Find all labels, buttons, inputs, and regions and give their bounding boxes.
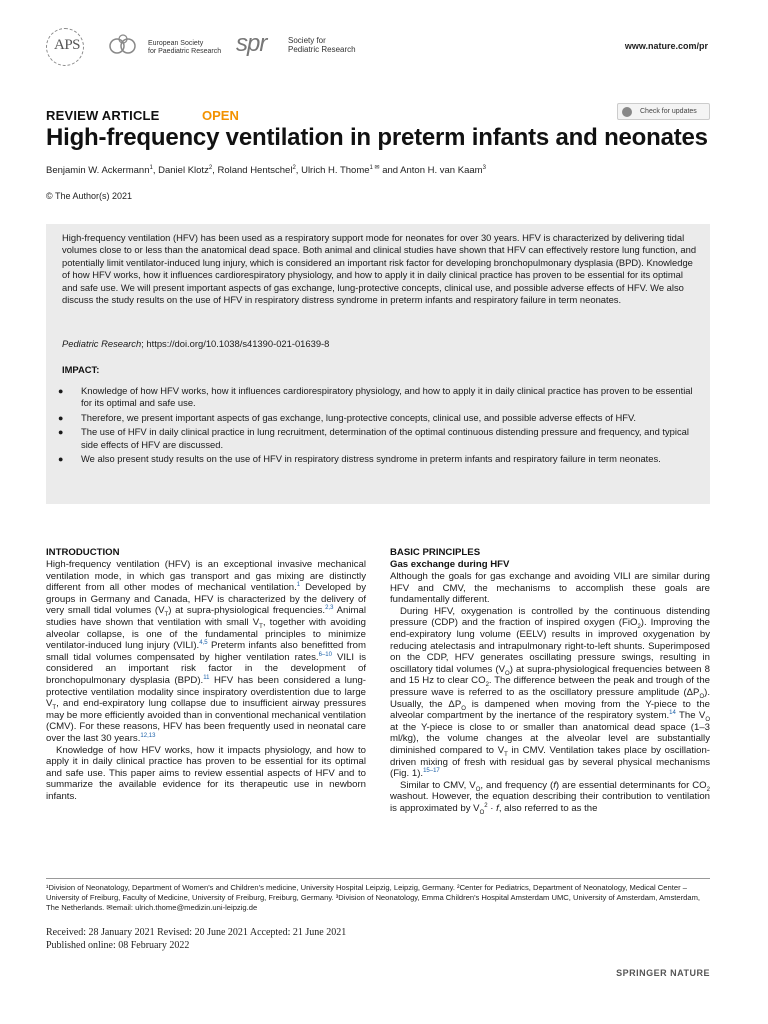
- impact-item: [54, 385, 704, 410]
- text-run: is dampened when moving from the Y-piece to the alveolar compartment by the inertance of the respiratory system.: [390, 698, 710, 722]
- text-run: ) at supra-physiological frequencies between 8 and 15 Hz to clear CO: [390, 663, 710, 687]
- text-run: ·: [487, 802, 497, 814]
- text-run: , and frequency (: [480, 779, 554, 791]
- spr-line-2: Pediatric Research: [288, 45, 356, 54]
- subscript: 2: [485, 682, 489, 689]
- abstract-text: High-frequency ventilation (HFV) has been used as a respiratory support mode for neonates for over 30 years. HFV is characterized by delivering tidal volumes close to or less than the anatomical dead space. Both animal and clinical studies have shown that HFV can effectively restore lung function, and potentially limit ventilator-induced lung injury, which is considered an important risk factor for developing bronchopulmonary dysplasia (BPD). Knowledge of how HFV works, how it influences cardiorespiratory physiology, and how to apply it in daily clinical practice has proven to be essential for its optimal and safe use. We will present important aspects of gas exchange, lung-protective concepts, clinical use, and possible adverse effects of HFV. We also discuss the study results on the use of HFV in respiratory distress syndrome in preterm infants and respiratory failure in term neonates.: [62, 232, 697, 306]
- text-run: , together with avoiding alveolar collapse, is one of the fundamental principles to minimize ventilator-induced lung injury (VILI).: [46, 616, 366, 652]
- text-run: HFV has been considered a lung-protective ventilation modality since inspiratory overdistention due to large V: [46, 674, 366, 710]
- text-run: . The difference between the peak and trough of the pressure wave is referred to as the oscillatory pressure amplitude (ΔP: [390, 675, 710, 698]
- impact-item: [54, 453, 704, 465]
- text-run: ) are essential determinants for CO: [555, 779, 707, 791]
- text-run: ). Improving the end-expiratory lung volume (EELV) results in improved oxygenation by reducing atelectasis and intrapulmonary right-to-left shunts. Superimposed on the CDP, HFV generates oscillating pressure swings, resulting in oscillatory tidal volumes (V: [390, 617, 710, 675]
- journal-name: Pediatric Research: [62, 338, 142, 349]
- reference-link[interactable]: 11: [203, 674, 210, 681]
- text-run: at the Y-piece is close to or smaller than anatomical dead space (1–3 ml/kg), the volume changes at the alveolar level are substantially diminished compared to V: [390, 721, 710, 756]
- espr-line-1: European Society: [148, 40, 204, 47]
- text-run: Developed by groups in Germany and Canada, HFV is characterized by the delivery of very small tidal volumes (V: [46, 582, 366, 617]
- author-affiliation-sup: 2: [208, 165, 213, 171]
- superscript: 2: [484, 802, 488, 809]
- open-access-badge: OPEN: [202, 108, 239, 123]
- text-run: in CMV. Ventilation takes place by oscillation-driven mixing of fresh with residual gas by several physical mechanisms (Fig. 1).: [390, 744, 710, 780]
- espr-line-2: for Paediatric Research: [148, 48, 222, 55]
- spr-logo-text: [288, 36, 356, 54]
- section-heading-basic-principles: BASIC PRINCIPLES: [390, 547, 481, 558]
- section-heading-introduction: INTRODUCTION: [46, 547, 120, 558]
- text-run: , and end-expiratory lung collapse due to insufficient airway pressures may be more efficiently avoided than in conventional mechanical ventilation (CMV). For these reasons, HFV has been frequently used in neonatal care over the last 30 years.: [46, 698, 366, 744]
- subscript: O: [461, 705, 466, 712]
- aps-logo: [46, 26, 92, 68]
- impact-item: [54, 412, 704, 424]
- impact-heading: IMPACT:: [62, 364, 100, 375]
- text-run: Animal studies have shown that ventilation with small V: [46, 605, 366, 628]
- subscript: 2: [637, 624, 641, 631]
- spr-logo: [236, 30, 396, 64]
- article-dates: [46, 926, 346, 952]
- subsection-heading-gas-exchange: Gas exchange during HFV: [390, 559, 510, 570]
- aps-logo-text: APS: [54, 37, 81, 53]
- reference-link[interactable]: 6–10: [318, 651, 332, 658]
- intro-paragraph-2: Knowledge of how HFV works, how it impacts physiology, and how to apply it in daily clinical practice has proven to be essential for its optimal and safe use. This paper aims to review essential aspects of HFV and to summarize the available evidence for its therapeutic use in newborn infants.: [46, 744, 366, 802]
- reference-link[interactable]: 1: [296, 582, 301, 588]
- doi-link[interactable]: ; https://doi.org/10.1038/s41390-021-01639-8: [141, 338, 330, 349]
- text-run: The V: [675, 710, 706, 722]
- author-separator: ,: [295, 165, 302, 176]
- text-run: Preterm infants also benefitted from small tidal volumes compensated by higher ventilation rates.: [46, 640, 366, 663]
- author-name[interactable]: Daniel Klotz: [158, 165, 209, 176]
- subscript: O: [479, 809, 485, 816]
- text-run: washout. However, the equation describing their contribution to ventilation is approximated by V: [390, 791, 710, 814]
- reference-link[interactable]: 2,3: [325, 605, 334, 612]
- author-name[interactable]: Roland Hentschel: [217, 165, 293, 176]
- basics-paragraph-3: [390, 780, 710, 815]
- text-run: High-frequency ventilation (HFV) is an exceptional invasive mechanical ventilation mode, in which gas transport and gas mixing are distinctly different from all other modes of mechanical ventilation.: [46, 559, 366, 594]
- check-for-updates-button[interactable]: [617, 103, 710, 120]
- received-revised-accepted-dates: Received: 28 January 2021 Revised: 20 June 2021 Accepted: 21 June 2021: [46, 927, 347, 938]
- author-name[interactable]: Anton H. van Kaam: [400, 165, 483, 176]
- subscript: T: [52, 705, 57, 712]
- impact-item-text: The use of HFV in daily clinical practice in lung recruitment, determination of the optimal continuous distending pressure and frequency, and typical side effects of HFV are discussed.: [81, 426, 689, 450]
- publisher-logo: SPRINGER NATURE: [616, 968, 710, 978]
- subscript: 2: [706, 786, 710, 793]
- text-run: ). Usually, the ΔP: [390, 686, 710, 710]
- text-run: ) at supra-physiological frequencies.: [168, 605, 326, 617]
- author-affiliation-sup: 1 ✉: [369, 165, 380, 171]
- bullet-icon: ●: [58, 386, 64, 396]
- subscript: O: [699, 693, 705, 700]
- text-run: VILI is considered an important risk factor in the development of bronchopulmonary dysplasia (BPD).: [46, 651, 367, 686]
- author-affiliation-sup: 2: [292, 165, 296, 171]
- left-column: [46, 547, 366, 802]
- journal-url-link[interactable]: www.nature.com/pr: [624, 41, 708, 51]
- impact-item: [54, 426, 704, 451]
- copyright-notice: © The Author(s) 2021: [46, 191, 133, 201]
- affiliations-footnote: ¹Division of Neonatology, Department of Women's and Children's medicine, University Hospital Leipzig, Leipzig, Germany. ²Center for Pediatrics, Department of Neonatology, Medical Center – University of Freiburg, Faculty of Medicine, University of Freiburg, Freiburg, Germany. ³Division of Neonatology, Emma Children's Hospital Amsterdam UMC, University of Amsterdam, Amsterdam, The Netherlands. ✉email: ulrich.thome@medizin.uni-leipzig.de: [46, 878, 710, 913]
- subscript: T: [164, 612, 169, 619]
- italic-symbol: f: [553, 779, 556, 791]
- text-run: , also referred to as the: [498, 802, 598, 814]
- author-separator: and: [379, 165, 401, 176]
- crossmark-icon: [622, 107, 632, 117]
- subscript: T: [259, 623, 263, 630]
- subscript: T: [504, 751, 508, 758]
- basics-paragraph-1: Although the goals for gas exchange and avoiding VILI are similar during HFV and CMV, the mechanisms to accomplish these goals are fundamentally different.: [390, 571, 710, 606]
- impact-list: [54, 385, 704, 467]
- spr-line-1: Society for: [288, 36, 326, 45]
- article-title: High-frequency ventilation in preterm infants and neonates: [46, 124, 708, 151]
- text-run: During HFV, oxygenation is controlled by the continuous distending pressure (CDP) and the fraction of inspired oxygen (FiO: [390, 605, 710, 629]
- reference-link[interactable]: 14: [669, 709, 676, 716]
- intro-paragraph-1: [46, 559, 366, 745]
- reference-link[interactable]: 12,13: [140, 732, 156, 739]
- impact-item-text: Therefore, we present important aspects of gas exchange, lung-protective concepts, clinical use, and possible adverse effects of HFV.: [81, 411, 636, 423]
- right-column: [390, 547, 710, 814]
- bullet-icon: ●: [58, 454, 64, 465]
- bullet-icon: ●: [58, 427, 64, 438]
- subscript: O: [475, 786, 481, 793]
- author-affiliation-sup: 1: [149, 165, 153, 171]
- author-list: [46, 165, 486, 176]
- basics-paragraph-2: [390, 606, 710, 780]
- abstract-box: [46, 224, 710, 504]
- subscript: O: [705, 717, 711, 724]
- impact-item-text: We also present study results on the use of HFV in respiratory distress syndrome in preterm infants and respiratory failure in term neonates.: [81, 453, 661, 465]
- journal-header: [46, 26, 708, 70]
- author-name[interactable]: Ulrich H. Thome: [301, 165, 370, 176]
- espr-logo-icon: [108, 32, 138, 60]
- text-run: Similar to CMV, V: [400, 779, 476, 791]
- impact-item-text: Knowledge of how HFV works, how it influences cardiorespiratory physiology, and how to apply it in daily clinical practice has proven to be essential for its optimal and safe use.: [81, 385, 693, 409]
- published-online-date: Published online: 08 February 2022: [46, 940, 190, 951]
- italic-symbol: f: [496, 802, 499, 814]
- citation-line: [62, 338, 329, 349]
- check-updates-label: Check for updates: [640, 108, 697, 115]
- author-separator: ,: [212, 165, 218, 176]
- reference-link[interactable]: 15–17: [423, 767, 440, 774]
- spr-logo-mark: spr: [236, 30, 267, 57]
- bullet-icon: ●: [58, 412, 64, 423]
- author-affiliation-sup: 3: [482, 165, 486, 171]
- espr-logo-text: [148, 40, 221, 56]
- author-separator: ,: [152, 165, 159, 176]
- subscript: O: [505, 670, 510, 677]
- author-name[interactable]: Benjamin W. Ackermann: [46, 165, 150, 176]
- article-type-label: REVIEW ARTICLE: [46, 108, 160, 123]
- reference-link[interactable]: 4,5: [199, 639, 208, 646]
